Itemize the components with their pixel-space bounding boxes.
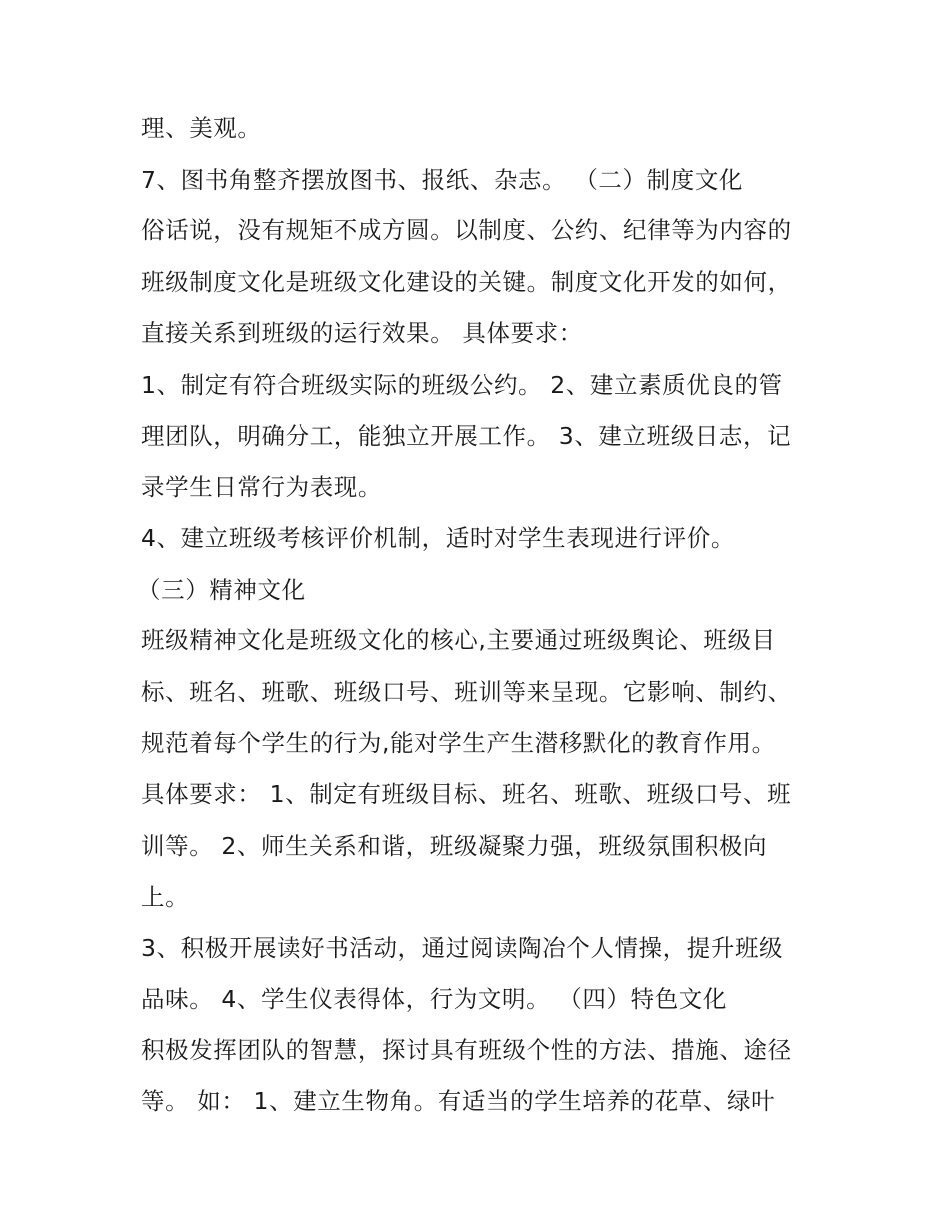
section-heading: （三）精神文化 <box>137 576 306 604</box>
text-line: 班级制度文化是班级文化建设的关键。制度文化开发的如何， <box>141 268 792 296</box>
text-line: 理团队，明确分工，能独立开展工作。 3、建立班级日志，记 <box>141 422 792 450</box>
text-line: 标、班名、班歌、班级口号、班训等来呈现。它影响、制约、 <box>141 678 792 706</box>
text-line: 积极发挥团队的智慧，探讨具有班级个性的方法、措施、途径 <box>141 1036 792 1064</box>
text-line: 3、积极开展读好书活动，通过阅读陶冶个人情操，提升班级 <box>141 934 784 962</box>
text-line: 上。 <box>141 883 190 911</box>
text-line: 1、制定有符合班级实际的班级公约。 2、建立素质优良的管 <box>141 371 783 399</box>
text-line: 班级精神文化是班级文化的核心,主要通过班级舆论、班级目 <box>141 626 776 654</box>
text-line: 等。 如： 1、建立生物角。有适当的学生培养的花草、绿叶 <box>141 1087 776 1115</box>
text-line: 规范着每个学生的行为,能对学生产生潜移默化的教育作用。 <box>141 729 776 757</box>
text-line: 俗话说，没有规矩不成方圆。以制度、公约、纪律等为内容的 <box>141 216 792 244</box>
text-line: 4、建立班级考核评价机制，适时对学生表现进行评价。 <box>141 524 735 552</box>
text-line: 直接关系到班级的运行效果。 具体要求： <box>141 319 583 347</box>
text-line: 理、美观。 <box>141 114 262 142</box>
text-line: 录学生日常行为表现。 <box>141 473 382 501</box>
text-line: 7、图书角整齐摆放图书、报纸、杂志。 （二）制度文化 <box>141 166 744 194</box>
text-line: 训等。 2、师生关系和谐，班级凝聚力强，班级氛围积极向 <box>141 832 768 860</box>
text-line: 品味。 4、学生仪表得体，行为文明。 （四）特色文化 <box>141 985 727 1013</box>
text-line: 具体要求： 1、制定有班级目标、班名、班歌、班级口号、班 <box>141 780 792 808</box>
